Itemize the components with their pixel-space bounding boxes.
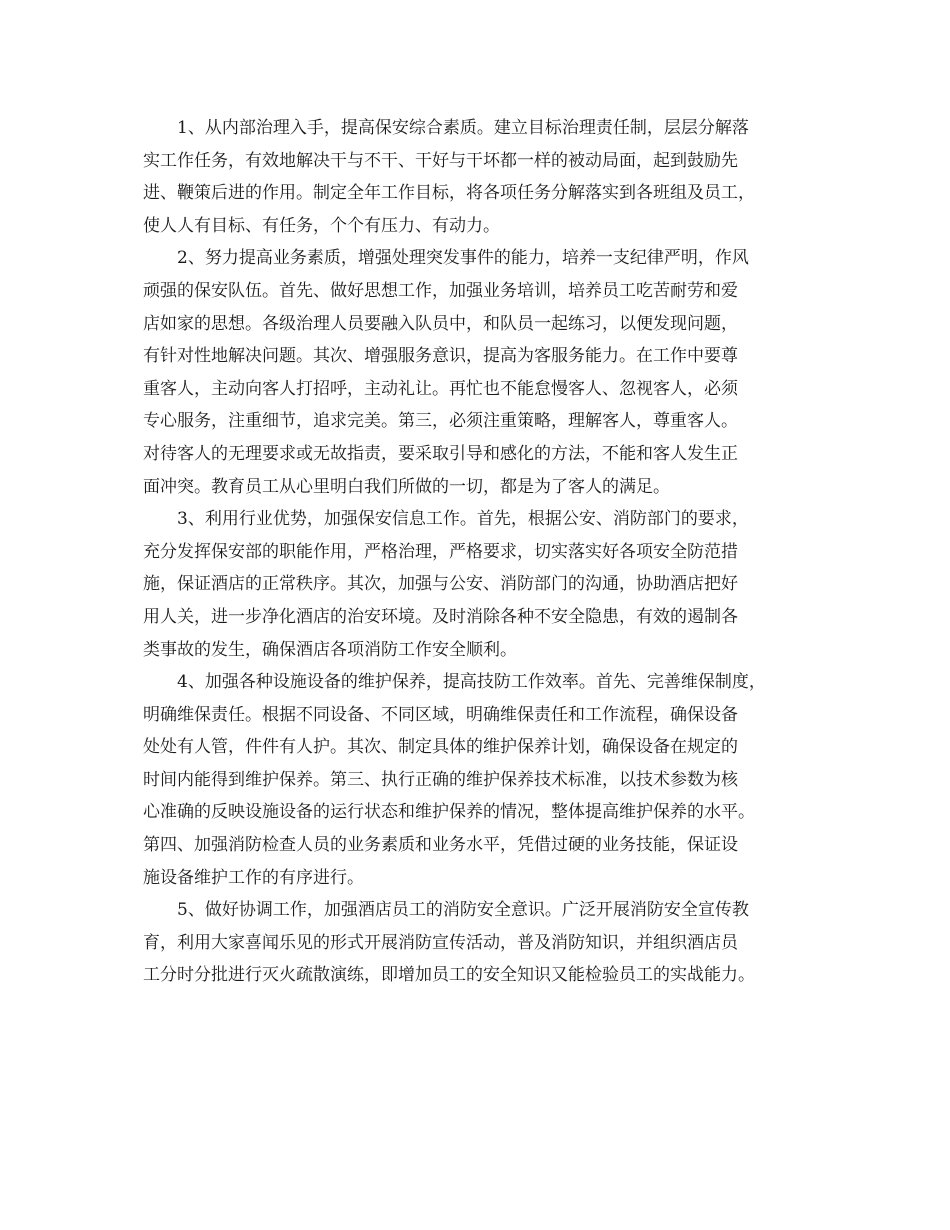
- text-line: 心准确的反映设施设备的运行状态和维护保养的情况，整体提高维护保养的水平。: [143, 802, 755, 823]
- text-line: 类事故的发生，确保酒店各项消防工作安全顺利。: [143, 639, 517, 660]
- text-line: 5、做好协调工作，加强酒店员工的消防安全意识。广泛开展消防安全宣传教: [177, 900, 749, 921]
- paragraph-3: [143, 503, 815, 666]
- text-line: 有针对性地解决问题。其次、增强服务意识，提高为客服务能力。在工作中要尊: [143, 346, 738, 367]
- text-line: 4、加强各种设施设备的维护保养，提高技防工作效率。首先、完善维保制度，: [177, 672, 766, 693]
- text-line: 对待客人的无理要求或无故指责，要采取引导和感化的方法，不能和客人发生正: [143, 443, 738, 464]
- paragraph-1: [143, 112, 815, 242]
- text-line: 实工作任务，有效地解决干与不干、干好与干坏都一样的被动局面，起到鼓励先: [143, 150, 738, 171]
- text-line: 顽强的保安队伍。首先、做好思想工作，加强业务培训，培养员工吃苦耐劳和爱: [143, 280, 738, 301]
- text-line: 时间内能得到维护保养。第三、执行正确的维护保养技术标准，以技术参数为核: [143, 769, 738, 790]
- document-body: [143, 112, 815, 992]
- paragraph-5: [143, 894, 815, 992]
- text-line: 3、利用行业优势，加强保安信息工作。首先，根据公安、消防部门的要求，: [177, 509, 749, 530]
- text-line: 2、努力提高业务素质，增强处理突发事件的能力，培养一支纪律严明，作风: [177, 248, 749, 269]
- text-line: 工分时分批进行灭火疏散演练，即增加员工的安全知识又能检验员工的实战能力。: [143, 965, 755, 986]
- text-line: 重客人，主动向客人打招呼，主动礼让。再忙也不能怠慢客人、忽视客人，必须: [143, 378, 738, 399]
- text-line: 用人关，进一步净化酒店的治安环境。及时消除各种不安全隐患，有效的遏制各: [143, 606, 738, 627]
- paragraph-4: [143, 666, 815, 894]
- paragraph-2: [143, 242, 815, 503]
- text-line: 进、鞭策后进的作用。制定全年工作目标，将各项任务分解落实到各班组及员工，: [143, 183, 755, 204]
- text-line: 使人人有目标、有任务，个个有压力、有动力。: [143, 215, 500, 236]
- text-line: 第四、加强消防检查人员的业务素质和业务水平，凭借过硬的业务技能，保证设: [143, 835, 738, 856]
- text-line: 专心服务，注重细节，追求完美。第三，必须注重策略，理解客人，尊重客人。: [143, 411, 738, 432]
- text-line: 育，利用大家喜闻乐见的形式开展消防宣传活动，普及消防知识，并组织酒店员: [143, 932, 738, 953]
- text-line: 充分发挥保安部的职能作用，严格治理，严格要求，切实落实好各项安全防范措: [143, 541, 738, 562]
- text-line: 1、从内部治理入手，提高保安综合素质。建立目标治理责任制，层层分解落: [177, 118, 749, 138]
- text-line: 店如家的思想。各级治理人员要融入队员中，和队员一起练习，以便发现问题，: [143, 313, 738, 334]
- text-line: 明确维保责任。根据不同设备、不同区域，明确维保责任和工作流程，确保设备: [143, 704, 738, 725]
- text-line: 施设备维护工作的有序进行。: [143, 867, 364, 888]
- text-line: 处处有人管，件件有人护。其次、制定具体的维护保养计划，确保设备在规定的: [143, 737, 738, 758]
- text-line: 施，保证酒店的正常秩序。其次，加强与公安、消防部门的沟通，协助酒店把好: [143, 574, 738, 595]
- text-line: 面冲突。教育员工从心里明白我们所做的一切，都是为了客人的满足。: [143, 476, 670, 497]
